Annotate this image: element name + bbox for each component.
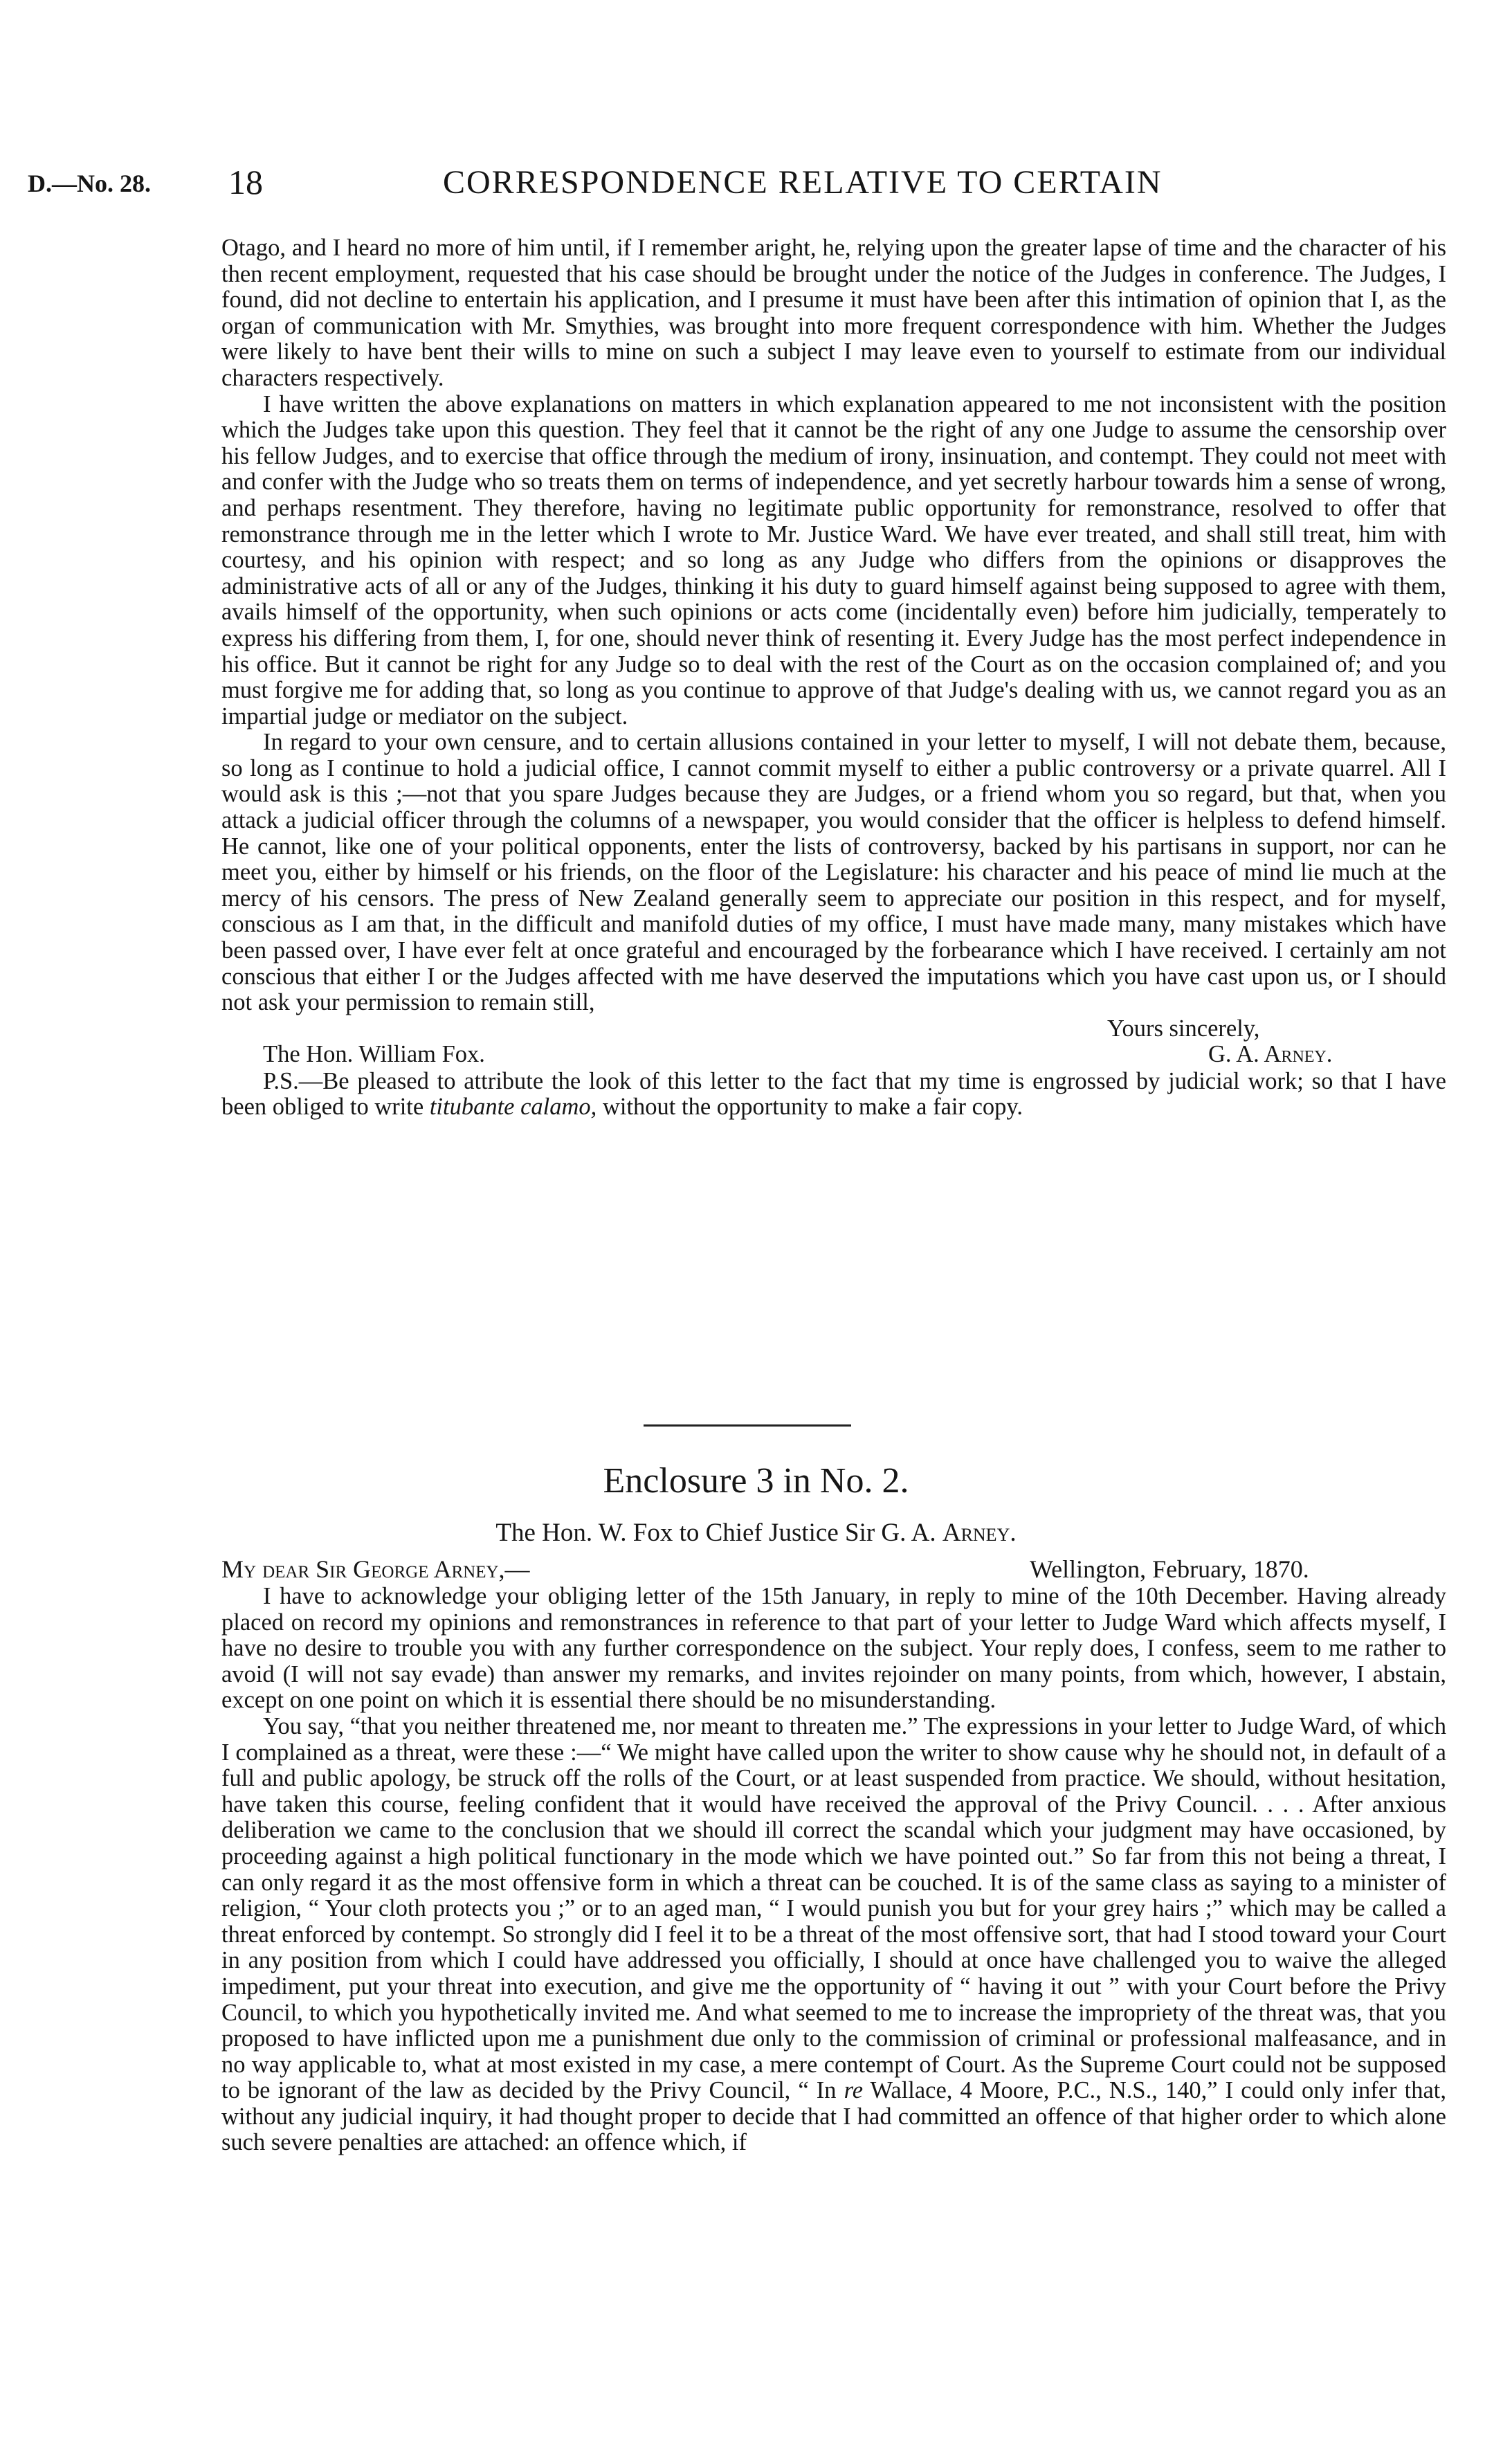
enclosure-subtitle: The Hon. W. Fox to Chief Justice Sir G. A. Arney. [495, 1519, 1017, 1547]
signature: G. A. Arney. [1208, 1040, 1333, 1067]
addressee: The Hon. William Fox. [263, 1040, 485, 1067]
document-reference: D.—No. 28. [28, 170, 151, 197]
page-header [28, 159, 1481, 208]
latin-phrase: titubante calamo, [429, 1094, 597, 1121]
latin-re: re [844, 2077, 864, 2104]
paragraph: In regard to your own censure, and to certain allusions contained in your letter to myself, I will not debate them, because, so long as I continue to hold a judicial office, I cannot commit myself to either a public controversy or a private quarrel. All I would ask is this ;—not that you spare Judges because they are Judges, or a friend whom you so regard, but that, when you attack a judicial officer through the columns of a newspaper, you would consider that the officer is helpless to defend himself. He cannot, like one of your political opponents, enter the lists of controversy, backed by his partisans in support, nor can he meet you, either by himself or his friends, on the floor of the Legislature: his character and his peace of mind lie much at the mercy of his censors. The press of New Zealand generally seem to appreciate our position in this respect, and for myself, conscious as I am that, in the difficult and manifold duties of my office, I must have made many, many mistakes which have been passed over, I have ever felt at once grateful and encouraged by the forbearance which I have received. I certainly am not conscious that either I or the Judges affected with me have deserved the imputations which you have cast upon us, or I should not ask your permission to remain still, [221, 729, 1446, 1016]
enclosure-title: Enclosure 3 in No. 2. [603, 1461, 909, 1501]
page-number: 18 [228, 163, 263, 201]
letter-fox [221, 1584, 1446, 2156]
signature-block [221, 1016, 1446, 1069]
section-divider [644, 1424, 851, 1427]
dateline: Wellington, February, 1870. [1030, 1555, 1309, 1583]
postscript: P.S.—Be pleased to attribute the look of this letter to the fact that my time is engrossed by judicial work; so that I have been obliged to write titubante calamo, without the opportunity to make a fair copy. [221, 1067, 1446, 1121]
closing: Yours sincerely, [1107, 1015, 1260, 1042]
paragraph: I have written the above explanations on matters in which explanation appeared to me not inconsistent with the position which the Judges take upon this question. They feel that it cannot be the right of any one Judge to assume the censorship over his fellow Judges, and to exercise that office through the medium of irony, insinuation, and contempt. They could not meet with and confer with the Judge who so treats them on terms of independence, and yet secretly harbour towards him a sense of wrong, and perhaps resentment. They therefore, having no legitimate public opportunity for remonstrance, resolved to offer that remonstrance through me in the letter which I wrote to Mr. Justice Ward. We have ever treated, and shall still treat, him with courtesy, and his opinion with respect; and so long as any Judge who differs from the opinions or disapproves the administrative acts of all or any of the Judges, thinking it his duty to guard himself against being supposed to agree with them, avails himself of the opportunity, when such opinions or acts come (incidentally even) before him judicially, temperately to express his differing from them, I, for one, should never think of resenting it. Every Judge has the most perfect independence in his office. But it cannot be right for any Judge so to deal with the rest of the Court as on the occasion complained of; and you must forgive me for adding that, so long as you continue to approve of that Judge's dealing with us, we cannot regard you as an impartial judge or mediator on the subject. [221, 390, 1446, 730]
paragraph: You say, “that you neither threatened me, nor meant to threaten me.” The expressions in your letter to Judge Ward, of which I complained as a threat, were these :—“ We might have called upon the writer to show cause why he should not, in default of a full and public apology, be struck off the rolls of the Court, or at least suspended from practice. We should, without hesitation, have taken this course, feeling confident that it would have received the approval of the Privy Council. . . . After anxious deliberation we came to the conclusion that we should ill correct the scandal which your judgment may have occasioned, by proceeding against a high political functionary in the mode which we have pointed out.” So far from this not being a threat, I can only regard it as the most offensive form in which a threat can be couched. It is of the same class as saying to a minister of religion, “ Your cloth protects you ;” or to an aged man, “ I would punish you but for your grey hairs ;” which may be called a threat enforced by contempt. So strongly did I feel it to be a threat of the most offensive sort, that had I stood toward your Court in any position from which I could have addressed you officially, I should at once have challenged you to waive the alleged impediment, put your threat into execution, and give me the opportunity of “ having it out ” with your Court before the Privy Council, to which you hypothetically invited me. And what seemed to me to increase the impropriety of the threat was, that you proposed to have inflicted upon me a punishment due only to the commission of criminal or professional malfeasance, and in no way applicable to, what at most existed in my case, a mere contempt of Court. As the Supreme Court could not be supposed to be ignorant of the law as decided by the Privy Council, “ In re Wallace, 4 Moore, P.C., N.S., 140,” I could only infer that, without any judicial inquiry, it had thought proper to decide that I had committed an offence of that higher order to which alone such severe penalties are attached: an offence which, if [221, 1712, 1446, 2156]
salutation: My dear Sir George Arney,— [221, 1555, 530, 1583]
paragraph: Otago, and I heard no more of him until, if I remember aright, he, relying upon the greater lapse of time and the character of his then recent employment, requested that his case should be brought under the notice of the Judges in conference. The Judges, I found, did not decline to entertain his application, and I presume it must have been after this intimation of opinion that I, as the organ of communication with Mr. Smythies, was brought into more frequent correspondence with him. Whether the Judges were likely to have bent their wills to mine on such a subject I may leave even to yourself to estimate from our individual characters respectively. [221, 235, 1446, 391]
running-title: CORRESPONDENCE RELATIVE TO CERTAIN [443, 164, 1163, 201]
letter-arney-continued [221, 235, 1446, 1121]
paragraph: I have to acknowledge your obliging letter of the 15th January, in reply to mine of the 10th December. Having already placed on record my opinions and remonstrances in reference to that part of your letter to Judge Ward which affects myself, I have no desire to trouble you with any further correspondence on the subject. Your reply does, I confess, seem to me rather to avoid (I will not say evade) than answer my remarks, and invites rejoinder on many points, from which, however, I abstain, except on one point on which it is essential there should be no misunderstanding. [221, 1583, 1446, 1714]
